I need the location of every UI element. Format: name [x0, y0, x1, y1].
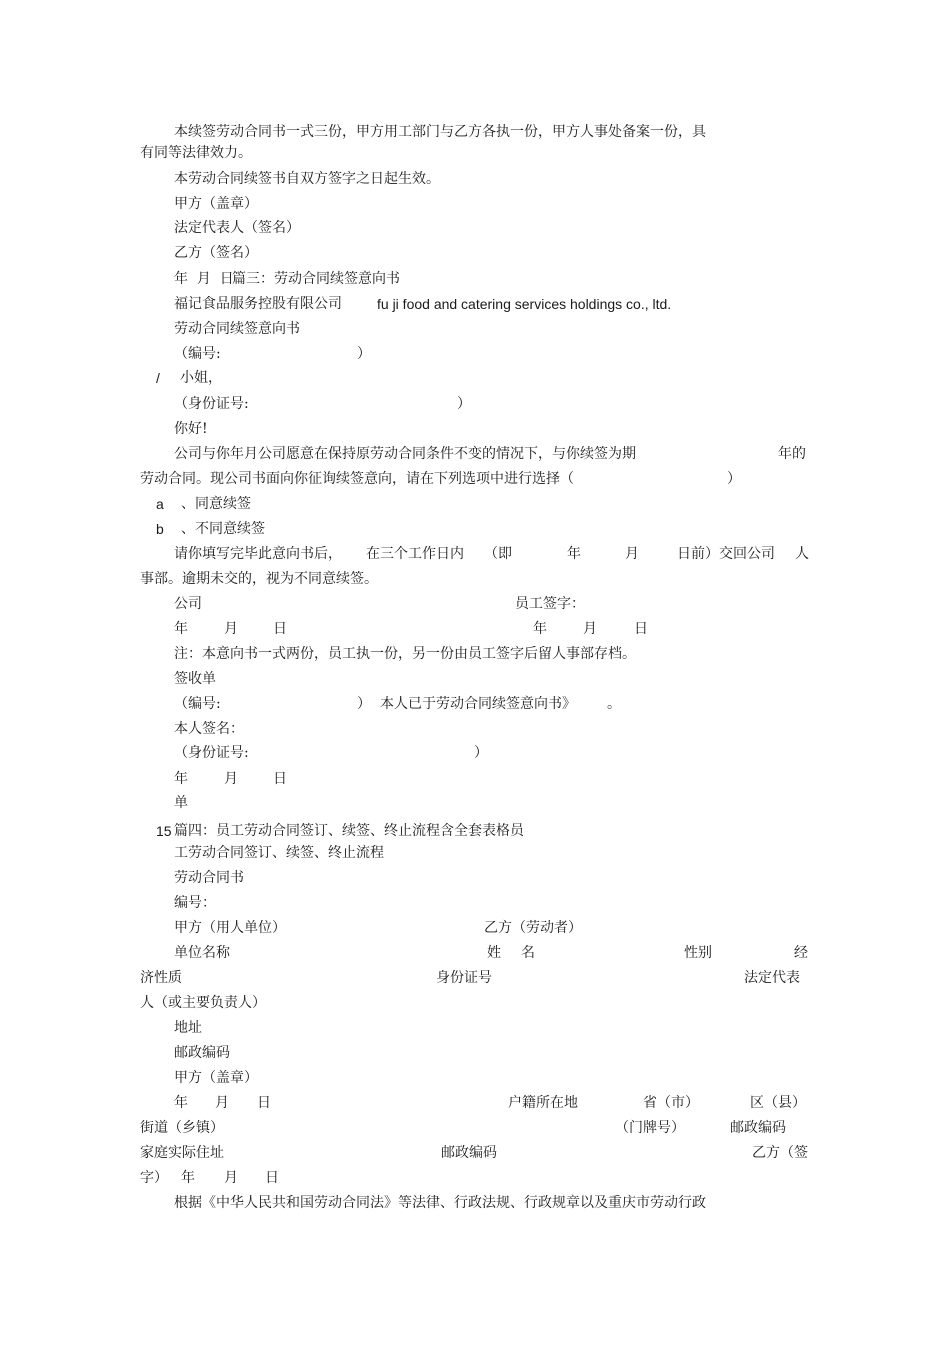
company-name-en: fu ji food and catering services holdings co., ltd. — [377, 296, 672, 312]
part3-title: 篇三：劳动合同续签意向书 — [232, 271, 400, 287]
self-signature: 本人签名： — [174, 721, 244, 737]
home-address-label: 家庭实际住址 — [140, 1145, 224, 1161]
note: 注：本意向书一式两份，员工执一份，另一份由员工签字后留人事部存档。 — [174, 646, 636, 662]
receipt-statement: 本人已于劳动合同续签意向书》 — [380, 696, 576, 712]
id-close: ） — [457, 396, 471, 412]
party-a-date-day: 日 — [257, 1095, 271, 1111]
para-renewal-line2a: 劳动合同。现公司书面向你征询续签意向，请在下列选项中进行选择（ — [140, 471, 574, 487]
option-a-letter: a — [156, 496, 164, 512]
gender-label: 性别 — [684, 945, 712, 961]
company-date-day: 日 — [273, 621, 287, 637]
slash: / — [156, 370, 160, 386]
employee-date-month: 月 — [583, 621, 597, 637]
party-b-worker: 乙方（劳动者） — [484, 920, 582, 936]
party-a-date-year: 年 — [174, 1095, 188, 1111]
part4-title-line1: 篇四：员工劳动合同签订、续签、终止流程含全套表格员 — [174, 823, 524, 839]
option-b-letter: b — [156, 521, 164, 537]
option-b-text: 、不同意续签 — [181, 521, 265, 537]
receipt-date-day: 日 — [273, 771, 287, 787]
receipt-id-close: ） — [474, 745, 488, 761]
company-name-cn: 福记食品服务控股有限公司 — [174, 296, 342, 312]
number-close: ） — [357, 346, 371, 362]
postcode-label-3: 邮政编码 — [441, 1145, 497, 1161]
postcode-label: 邮政编码 — [174, 1045, 230, 1061]
para-deadline-g: 人 — [795, 546, 809, 562]
receipt-number-close: ） — [357, 696, 371, 712]
para-renewal-line1b: 年的 — [778, 446, 806, 462]
door-number-label: （门牌号） — [615, 1120, 685, 1136]
company-date-year: 年 — [174, 621, 188, 637]
salutation-miss: 小姐， — [180, 370, 222, 386]
receipt-title: 签收单 — [174, 671, 216, 687]
dan-char: 单 — [174, 795, 188, 811]
party-b-sign-label-cont: 字） — [140, 1170, 168, 1186]
sign-party-b: 乙方（签名） — [174, 245, 258, 261]
company-date-month: 月 — [224, 621, 238, 637]
para-deadline-a: 请你填写完毕此意向书后， — [174, 546, 342, 562]
id-open: （身份证号: — [174, 396, 249, 412]
para-effective: 本劳动合同续签书自双方签字之日起生效。 — [174, 171, 440, 187]
party-b-date-month: 月 — [224, 1170, 238, 1186]
employee-date-year: 年 — [533, 621, 547, 637]
employee-signature-label: 员工签字： — [515, 596, 585, 612]
employee-date-day: 日 — [634, 621, 648, 637]
option-a-text: 、同意续签 — [181, 496, 251, 512]
para-renewal-line1a: 公司与你年月公司愿意在保持原劳动合同条件不变的情况下，与你续签为期 — [174, 446, 636, 462]
contract-title: 劳动合同书 — [174, 870, 244, 886]
econ-nature-label: 济性质 — [140, 970, 182, 986]
greeting: 你好! — [174, 421, 208, 437]
part4-title-line2: 工劳动合同签订、续签、终止流程 — [174, 845, 384, 861]
company-label: 公司 — [174, 596, 202, 612]
para-deadline-month: 月 — [625, 546, 639, 562]
postcode-label-2: 邮政编码 — [730, 1120, 786, 1136]
final-paragraph-line: 根据《中华人民共和国劳动合同法》等法律、行政法规、行政规章以及重庆市劳动行政 — [174, 1195, 706, 1211]
para-copies-line2: 有同等法律效力。 — [140, 145, 252, 161]
para-copies-line1: 本续签劳动合同书一式三份，甲方用工部门与乙方各执一份，甲方人事处备案一份，具 — [174, 124, 706, 140]
huji-label: 户籍所在地 — [508, 1095, 578, 1111]
para-deadline-line2: 事部。逾期未交的，视为不同意续签。 — [140, 571, 378, 587]
receipt-date-year: 年 — [174, 771, 188, 787]
part4-number: 15 — [156, 823, 172, 839]
name-label-ming: 名 — [521, 945, 535, 961]
number-open: （编号: — [174, 346, 221, 362]
id-number-label: 身份证号 — [436, 970, 492, 986]
contract-number-label: 编号： — [174, 895, 216, 911]
party-b-sign-label: 乙方（签 — [752, 1145, 808, 1161]
address-label: 地址 — [174, 1020, 202, 1036]
unit-name-label: 单位名称 — [174, 945, 230, 961]
receipt-id-open: （身份证号: — [174, 745, 249, 761]
street-label: 街道（乡镇） — [140, 1120, 224, 1136]
province-label: 省（市） — [643, 1095, 699, 1111]
para-deadline-year: 年 — [567, 546, 581, 562]
party-b-date-year: 年 — [181, 1170, 195, 1186]
sign-party-a: 甲方（盖章） — [174, 196, 258, 212]
date-ymd: 年 月 日 — [174, 271, 234, 287]
name-label-xing: 姓 — [487, 945, 501, 961]
sign-legal-rep: 法定代表人（签名） — [174, 220, 300, 236]
para-deadline-b: 在三个工作日内 — [366, 546, 464, 562]
legal-rep-label: 法定代表 — [744, 970, 800, 986]
district-label: 区（县） — [750, 1095, 806, 1111]
party-a-seal: 甲方（盖章） — [174, 1070, 258, 1086]
intent-title: 劳动合同续签意向书 — [174, 321, 300, 337]
receipt-number-open: （编号: — [174, 696, 221, 712]
party-a-employer: 甲方（用人单位） — [174, 920, 286, 936]
econ-label-start: 经 — [794, 945, 808, 961]
para-renewal-line2b: ） — [727, 471, 741, 487]
receipt-date-month: 月 — [224, 771, 238, 787]
receipt-period: 。 — [607, 696, 621, 712]
legal-rep-label-cont: 人（或主要负责人） — [140, 995, 266, 1011]
para-deadline-c: （即 — [484, 546, 512, 562]
para-deadline-f: 日前）交回公司 — [677, 546, 775, 562]
party-a-date-month: 月 — [215, 1095, 229, 1111]
party-b-date-day: 日 — [265, 1170, 279, 1186]
